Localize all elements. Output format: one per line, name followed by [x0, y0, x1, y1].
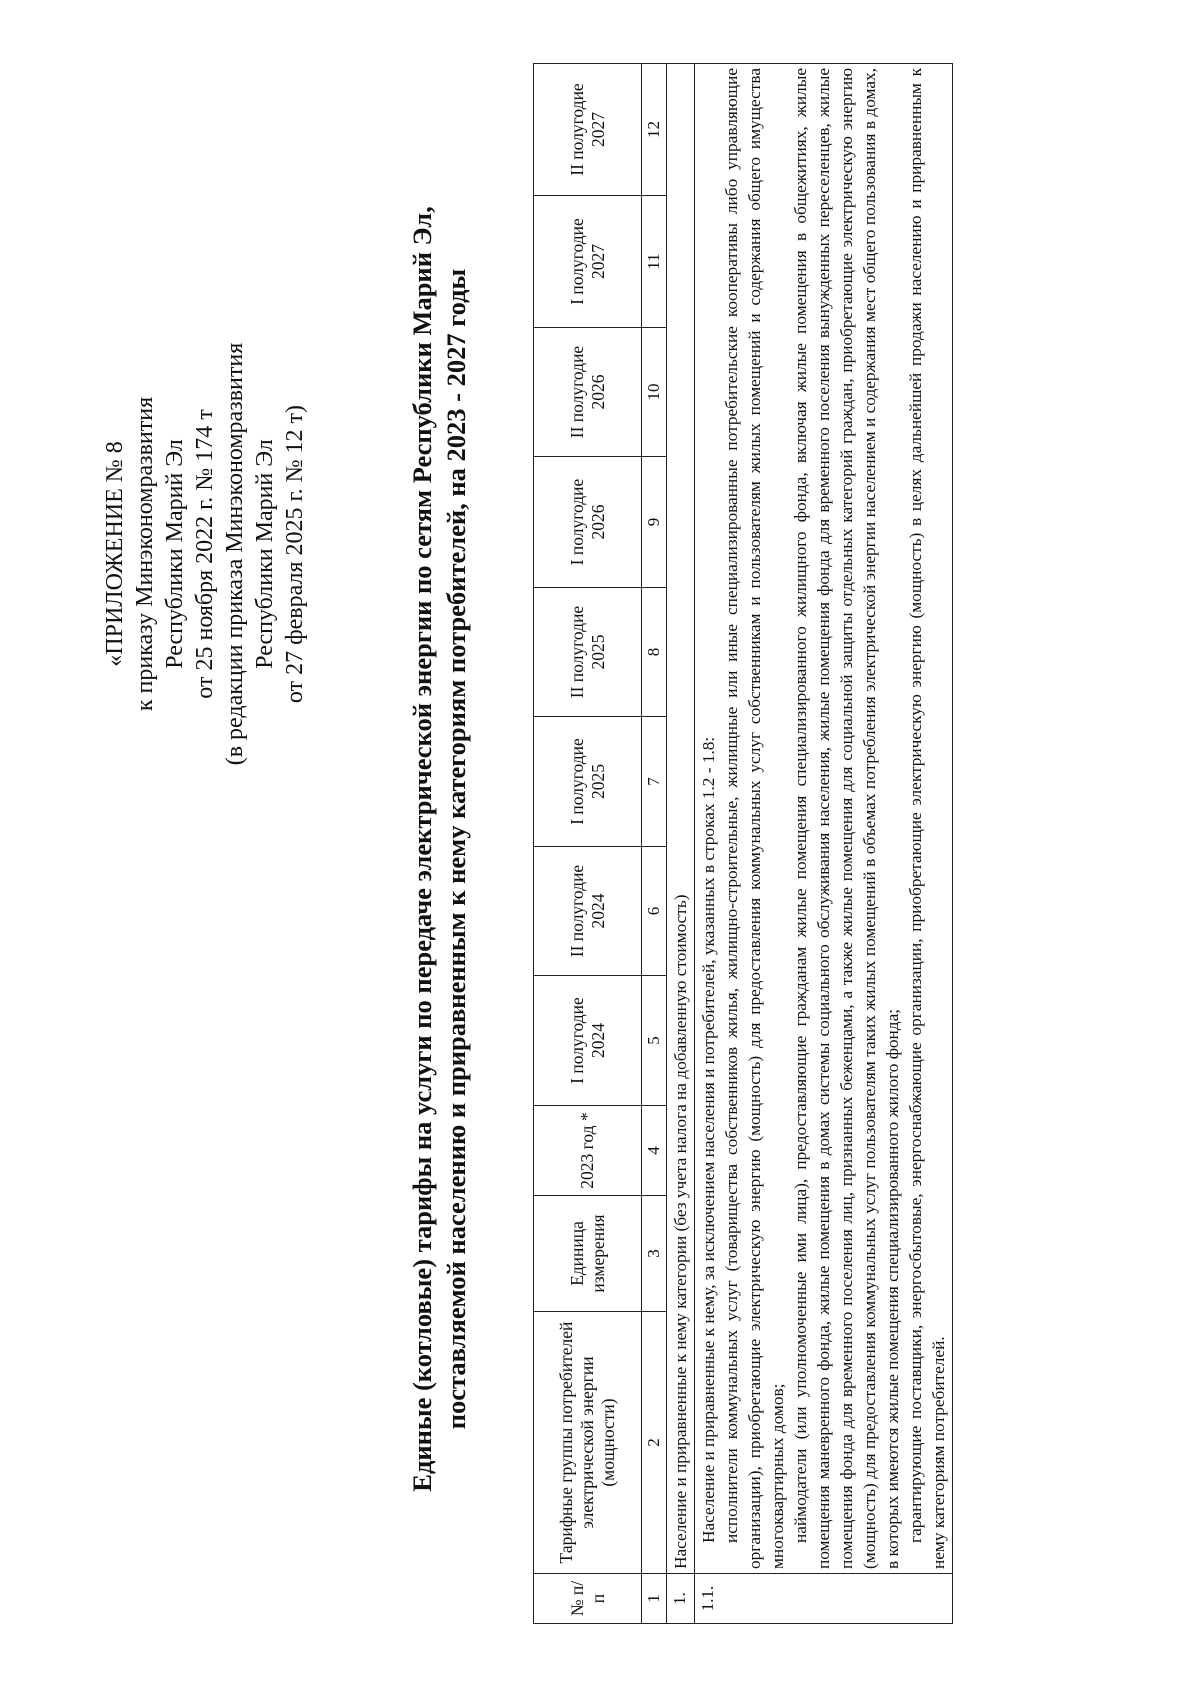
header-cell: II полугодие 2025 — [534, 588, 642, 717]
header-cell: Единица измерения — [534, 1196, 642, 1312]
stamp-line: от 27 февраля 2025 г. № 12 т) — [282, 404, 308, 704]
row-paragraph: наймодатели (или уполномоченные ими лица), предоставляющие гражданам жилые помещения специализированного жилищного фонда, включая жилые помещения в общежитиях, жилые помещения маневренного фонда, жилые помещения в домах системы социального обслуживания населения, жилые помещения фонда для временного поселения вынужденных переселенцев, жилые помещения фонда для временного поселения лиц, признанных беженцами, а также жилые помещения для социальной защиты отдельных категорий граждан, приобретающие электрическую энергию (мощность) для предоставления коммунальных услуг пользователям таких жилых помещений в объемах потребления электрической энергии населением и содержания мест общего пользования в домах, в которых имеются жилые помещения специализированного жилого фонда; — [791, 68, 902, 1569]
column-number: 6 — [642, 847, 667, 976]
header-cell: II полугодие 2024 — [534, 847, 642, 976]
row-group-title: Население и приравненные к нему категории (без учета налога на добавленную стоимость) — [667, 64, 695, 1574]
stamp-line: к приказу Минэкономразвития — [132, 396, 158, 712]
column-number: 4 — [642, 1106, 667, 1196]
header-cell: I полугодие 2026 — [534, 457, 642, 588]
header-cell: II полугодие 2027 — [534, 64, 642, 196]
title-line-1: Единые (котловые) тарифы на услуги по передаче электрической энергии по сетям Республики Марий Эл, — [407, 206, 437, 1492]
column-number: 2 — [642, 1312, 667, 1574]
header-cell: I полугодие 2024 — [534, 976, 642, 1106]
row-description — [695, 64, 953, 1574]
header-cell: I полугодие 2025 — [534, 717, 642, 847]
row-paragraph: Население и приравненные к нему, за исключением населения и потребителей, указанных в строках 1.2 - 1.8: — [699, 736, 718, 1543]
column-number: 5 — [642, 976, 667, 1106]
column-number-row — [642, 64, 667, 1624]
title-line-2: поставляемой населению и приравненным к нему категориям потребителей, на 2023 - 2027 годы — [441, 268, 471, 1430]
table-row — [667, 64, 695, 1624]
column-number: 12 — [642, 64, 667, 196]
stamp-line: (в редакции приказа Минэкономразвития — [222, 342, 248, 766]
column-number: 11 — [642, 196, 667, 328]
header-cell: II полугодие 2026 — [534, 328, 642, 457]
header-cell: Тарифные группы потребителей электрической энергии (мощности) — [534, 1312, 642, 1574]
header-cell: 2023 год * — [534, 1106, 642, 1196]
table-header-row — [534, 64, 642, 1624]
appendix-stamp — [100, 194, 310, 914]
column-number: 9 — [642, 457, 667, 588]
row-paragraph: исполнители коммунальных услуг (товарищества собственников жилья, жилищно-строительные, жилищные или иные специализированные потребительские кооперативы либо управляющие организации), приобретающие электрическую энергию (мощность) для предоставления коммунальных услуг собственникам и пользователям жилых помещений и содержания общего имущества многоквартирных домов; — [722, 68, 787, 1569]
row-number: 1. — [667, 1574, 695, 1624]
row-paragraph: гарантирующие поставщики, энергосбытовые, энергоснабжающие организации, приобретающие электрическую энергию (мощность) в целях дальнейшей продажи населению и приравненным к нему категориям потребителей. — [906, 68, 948, 1569]
stamp-line: от 25 ноября 2022 г. № 174 т — [192, 409, 218, 699]
column-number: 1 — [642, 1574, 667, 1624]
column-number: 10 — [642, 328, 667, 457]
tariff-table — [533, 63, 953, 1624]
stamp-line: Республики Марий Эл — [252, 439, 278, 669]
header-cell: № п/п — [534, 1574, 642, 1624]
header-cell: I полугодие 2027 — [534, 196, 642, 328]
column-number: 3 — [642, 1196, 667, 1312]
stamp-line: «ПРИЛОЖЕНИЕ № 8 — [102, 441, 128, 667]
document-title — [405, 64, 473, 1634]
column-number: 8 — [642, 588, 667, 717]
table-row — [695, 64, 953, 1624]
stamp-line: Республики Марий Эл — [162, 439, 188, 669]
row-number: 1.1. — [695, 1574, 953, 1624]
column-number: 7 — [642, 717, 667, 847]
